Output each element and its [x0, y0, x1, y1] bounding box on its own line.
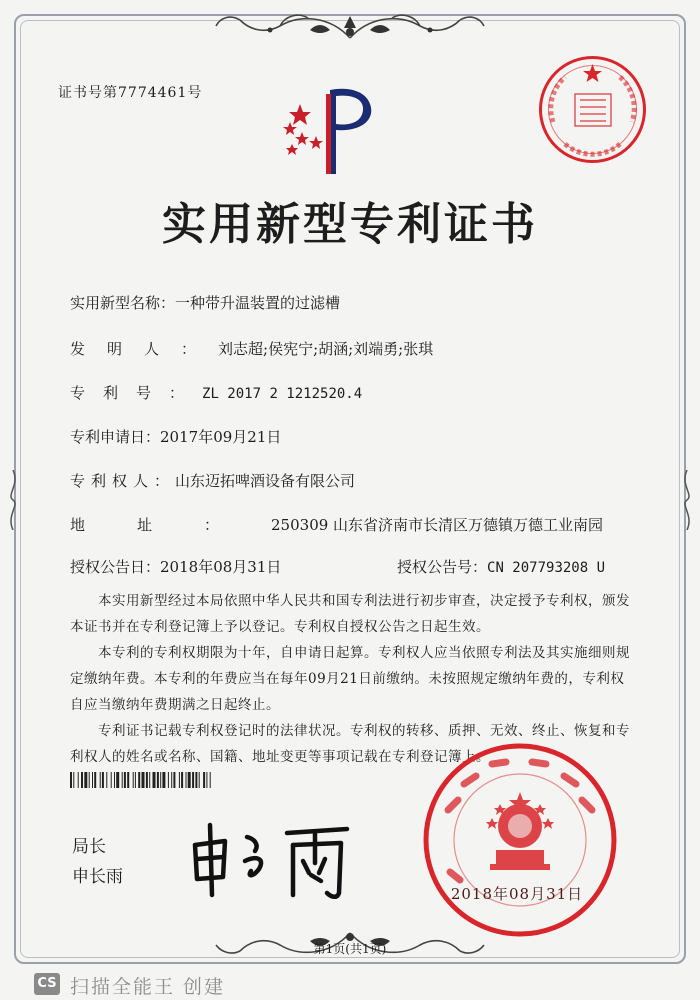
patent-number-label: 专利号：: [70, 384, 203, 402]
grant-number-value: CN 207793208 U: [487, 560, 606, 576]
barcode-bar: [199, 772, 200, 788]
barcode-bar: [73, 772, 74, 788]
barcode-bar: [89, 772, 90, 788]
barcode-bar: [111, 772, 112, 788]
paragraph-legal-status: 专利证书记载专利权登记时的法律状况。专利权的转移、质押、无效、终止、恢复和专利权人的姓名或名称、国籍、地址变更等事项记载在专利登记簿上。: [70, 723, 630, 765]
barcode-bar: [116, 772, 119, 788]
barcode-bar: [210, 772, 211, 788]
address-label: 地址：: [70, 516, 272, 534]
scanner-watermark-text: 扫描全能王 创建: [70, 976, 226, 998]
inventor-value: 刘志超;侯宪宁;胡涵;刘端勇;张琪: [218, 340, 434, 358]
director-title: 局长: [72, 837, 106, 857]
barcode-bar: [114, 772, 115, 788]
barcode-bar: [100, 772, 101, 788]
printing-seal: [535, 52, 650, 167]
grant-date-value: 2018年08月31日: [160, 558, 282, 576]
barcode-bar: [135, 772, 136, 788]
paragraph-examination: 本实用新型经过本局依照中华人民共和国专利法进行初步审查，决定授予专利权，颁发本证书并在专利登记簿上予以登记。专利权自授权公告之日起生效。: [70, 593, 630, 635]
barcode-bar: [153, 772, 156, 788]
inventor-row: [70, 338, 433, 359]
barcode-bar: [124, 772, 126, 788]
barcode-bar: [160, 772, 161, 788]
barcode-bar: [92, 772, 93, 788]
grant-number: [397, 556, 605, 577]
barcode-bar: [186, 772, 187, 788]
official-seal: [420, 740, 620, 940]
patentee-row: [70, 470, 355, 491]
top-ornament: [210, 8, 490, 48]
barcode-bar: [192, 772, 194, 788]
utility-model-name-value: 一种带升温装置的过滤槽: [175, 294, 341, 312]
barcode-bar: [203, 772, 205, 788]
grant-number-label: 授权公告号：: [397, 558, 488, 576]
barcode: [70, 772, 315, 788]
barcode-bar: [146, 772, 148, 788]
patentee-label: 专利权人：: [70, 472, 176, 490]
barcode-bar: [78, 772, 79, 788]
barcode-bar: [195, 772, 197, 788]
right-side-ornament: [680, 470, 694, 530]
paragraph-term: 本专利的专利权期限为十年，自申请日起算。专利权人应当依照专利法及其实施细则规定缴纳年费。本专利的年费应当在每年09月21日前缴纳。未按照规定缴纳年费的，专利权自应当缴纳年费期满之日起终止。: [70, 645, 630, 713]
inventor-label: 发明人：: [70, 340, 219, 358]
barcode-bar: [171, 772, 172, 788]
grant-date-row: [70, 556, 281, 577]
director-signature: [185, 815, 355, 905]
barcode-bar: [188, 772, 191, 788]
camscanner-logo-icon: CS: [34, 973, 60, 995]
barcode-bar: [162, 772, 165, 788]
barcode-bar: [142, 772, 145, 788]
barcode-bar: [149, 772, 150, 788]
barcode-bar: [102, 772, 104, 788]
seal-date: 2018年08月31日: [450, 885, 584, 903]
barcode-bar: [70, 772, 72, 788]
barcode-bar: [168, 772, 169, 788]
barcode-bar: [206, 772, 207, 788]
barcode-bar: [94, 772, 96, 788]
filing-date-row: [70, 426, 281, 447]
utility-model-name-label: 实用新型名称：: [70, 294, 176, 312]
barcode-bar: [81, 772, 83, 788]
utility-model-name-row: [70, 292, 340, 313]
barcode-bar: [122, 772, 123, 788]
barcode-bar: [138, 772, 140, 788]
certificate-number: 证书号第7774461号: [58, 85, 203, 101]
address-row: [70, 514, 603, 535]
patent-number-value: ZL 2017 2 1212520.4: [202, 386, 363, 402]
barcode-bar: [127, 772, 129, 788]
filing-date-value: 2017年09月21日: [160, 428, 282, 446]
barcode-bar: [133, 772, 134, 788]
patent-number-row: [70, 382, 362, 403]
barcode-bar: [106, 772, 107, 788]
left-side-ornament: [6, 470, 20, 530]
barcode-bar: [157, 772, 159, 788]
director-name: 申长雨: [72, 867, 123, 887]
page-number: 第1页(共1页): [313, 942, 387, 956]
cnipa-logo: [270, 82, 390, 182]
barcode-bar: [84, 772, 87, 788]
grant-date-label: 授权公告日：: [70, 558, 161, 576]
barcode-bar: [181, 772, 183, 788]
barcode-bar: [179, 772, 180, 788]
document-title: 实用新型专利证书: [162, 199, 538, 250]
patentee-value: 山东迈拓啤酒设备有限公司: [175, 472, 356, 490]
address-value: 250309 山东省济南市长清区万德镇万德工业南园: [271, 516, 604, 534]
filing-date-label: 专利申请日：: [70, 428, 161, 446]
barcode-bar: [173, 772, 175, 788]
